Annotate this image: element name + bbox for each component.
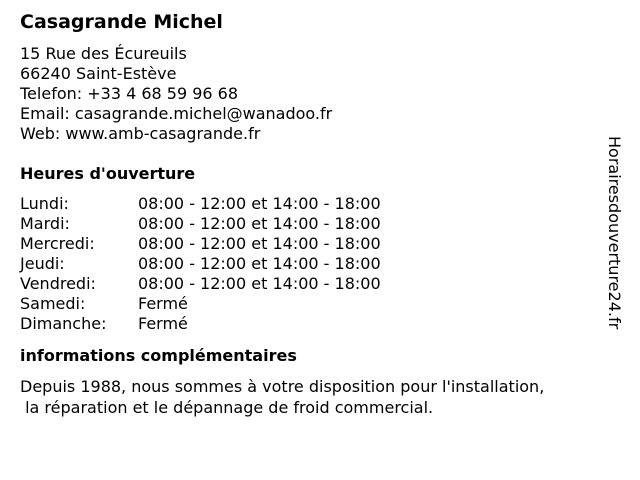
time-range: 08:00 - 12:00 et 14:00 - 18:00 xyxy=(138,234,381,253)
address-line-2: 66240 Saint-Estève xyxy=(20,64,177,83)
day-label: Jeudi: xyxy=(20,254,65,273)
hours-row-saturday xyxy=(20,294,610,314)
hours-title: Heures d'ouverture xyxy=(20,164,196,183)
hours-row-thursday xyxy=(20,254,610,274)
info-title: informations complémentaires xyxy=(20,346,297,365)
time-range: 08:00 - 12:00 et 14:00 - 18:00 xyxy=(138,214,381,233)
hours-row-monday xyxy=(20,194,610,214)
business-card xyxy=(20,8,610,418)
time-range: Fermé xyxy=(138,314,188,333)
watermark-text: Horairesdouverture24.fr xyxy=(605,136,624,330)
hours-row-friday xyxy=(20,274,610,294)
phone-line: Telefon: +33 4 68 59 96 68 xyxy=(20,84,239,103)
address-line-1: 15 Rue des Écureuils xyxy=(20,44,187,63)
time-range: 08:00 - 12:00 et 14:00 - 18:00 xyxy=(138,254,381,273)
day-label: Vendredi: xyxy=(20,274,96,293)
hours-row-sunday xyxy=(20,314,610,334)
hours-row-wednesday xyxy=(20,234,610,254)
business-name: Casagrande Michel xyxy=(20,11,223,33)
hours-row-tuesday xyxy=(20,214,610,234)
day-label: Mardi: xyxy=(20,214,70,233)
info-text: Depuis 1988, nous sommes à votre disposition pour l'installation, la réparation et le dépannage de froid commercial. xyxy=(20,377,545,417)
day-label: Mercredi: xyxy=(20,234,95,253)
time-range: Fermé xyxy=(138,294,188,313)
email-line: Email: casagrande.michel@wanadoo.fr xyxy=(20,104,333,123)
hours-table xyxy=(20,194,610,334)
day-label: Samedi: xyxy=(20,294,86,313)
day-label: Lundi: xyxy=(20,194,69,213)
time-range: 08:00 - 12:00 et 14:00 - 18:00 xyxy=(138,274,381,293)
day-label: Dimanche: xyxy=(20,314,107,333)
web-line: Web: www.amb-casagrande.fr xyxy=(20,124,261,143)
time-range: 08:00 - 12:00 et 14:00 - 18:00 xyxy=(138,194,381,213)
